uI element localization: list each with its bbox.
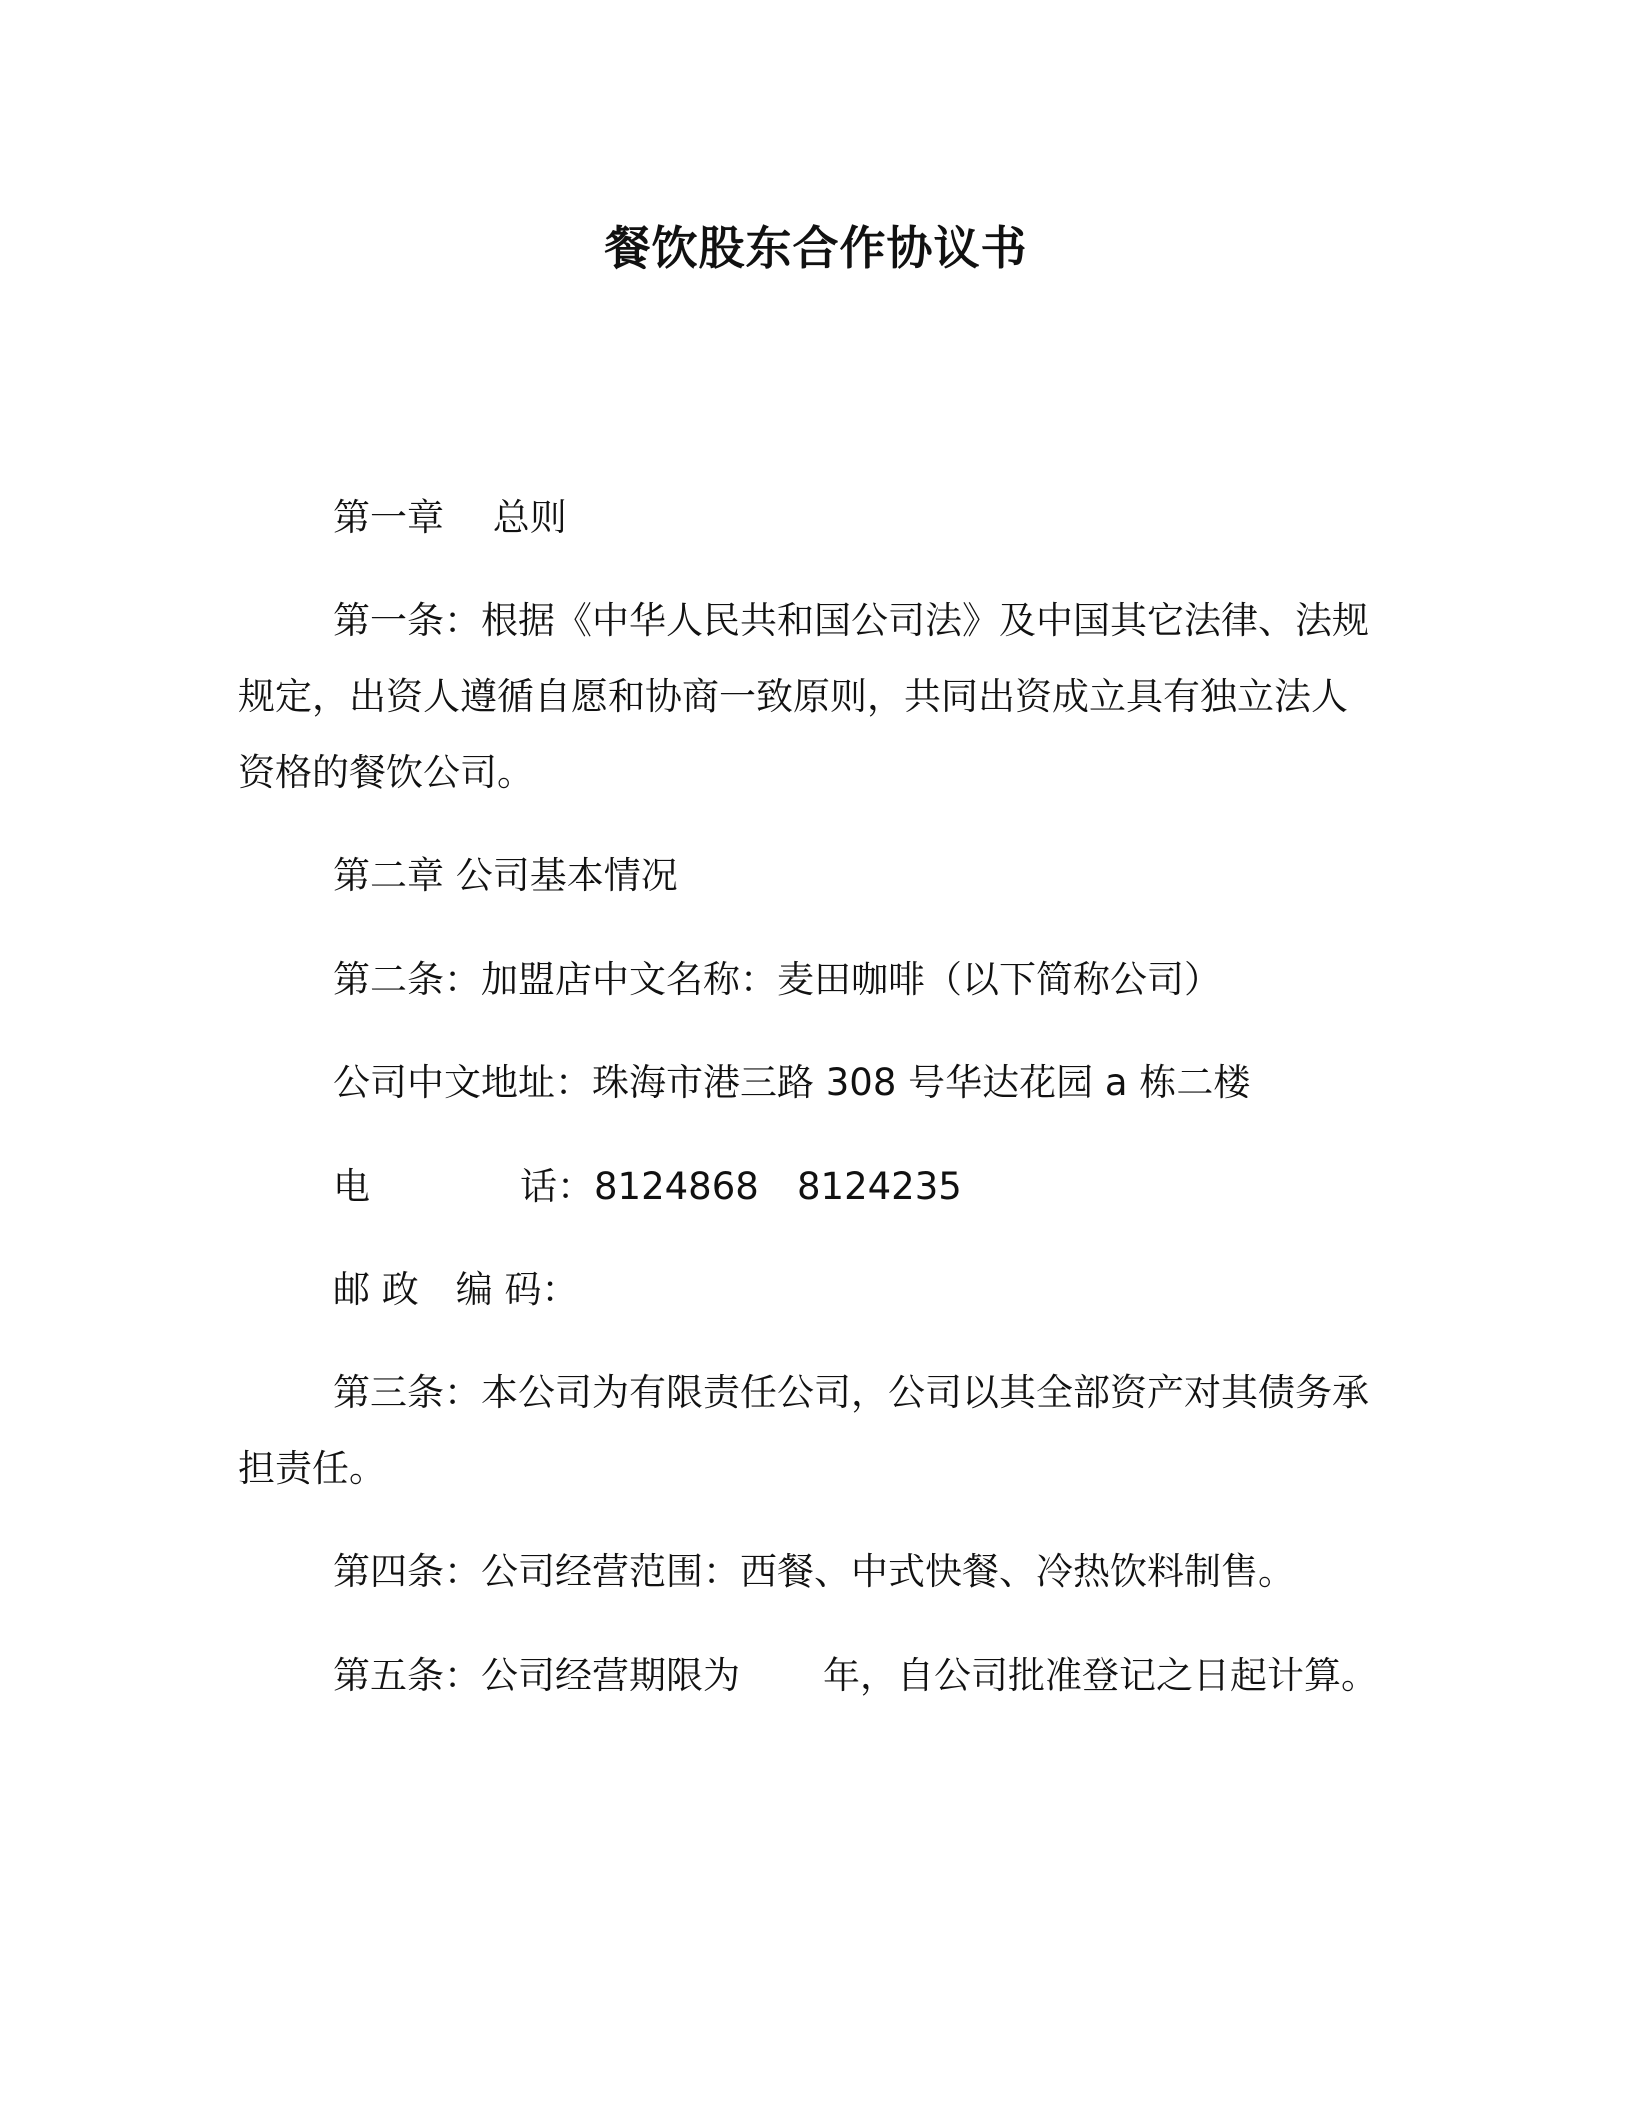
phone-label-right: 话： bbox=[520, 1165, 594, 1208]
phone-number-2: 8124235 bbox=[797, 1165, 962, 1208]
article-3-line-2: 担责任。 bbox=[238, 1447, 386, 1490]
article-2-name-line: 第二条：加盟店中文名称：麦田咖啡（以下简称公司） bbox=[333, 958, 1221, 1001]
phone-number-1: 8124868 bbox=[594, 1165, 759, 1208]
article-5-part-2: 年，自公司批准登记之日起计算。 bbox=[823, 1654, 1378, 1697]
chapter-2-heading: 第二章 公司基本情况 bbox=[333, 854, 678, 897]
article-1-line-1: 第一条：根据《中华人民共和国公司法》及中国其它法律、法规 bbox=[333, 599, 1369, 642]
address-line: 公司中文地址：珠海市港三路 308 号华达花园 a 栋二楼 bbox=[333, 1061, 1251, 1104]
article-5-part-1: 第五条：公司经营期限为 bbox=[333, 1654, 740, 1697]
article-4-line: 第四条：公司经营范围：西餐、中式快餐、冷热饮料制售。 bbox=[333, 1550, 1295, 1593]
chapter-1-heading: 第一章 总则 bbox=[333, 496, 567, 539]
article-1-line-2: 规定，出资人遵循自愿和协商一致原则，共同出资成立具有独立法人 bbox=[238, 675, 1348, 718]
postal-code-label: 邮 政 编 码： bbox=[333, 1268, 579, 1311]
phone-label-left: 电 bbox=[333, 1165, 370, 1208]
article-3-line-1: 第三条：本公司为有限责任公司，公司以其全部资产对其债务承 bbox=[333, 1371, 1369, 1414]
document-title: 餐饮股东合作协议书 bbox=[604, 221, 1028, 275]
article-1-line-3: 资格的餐饮公司。 bbox=[238, 751, 534, 794]
